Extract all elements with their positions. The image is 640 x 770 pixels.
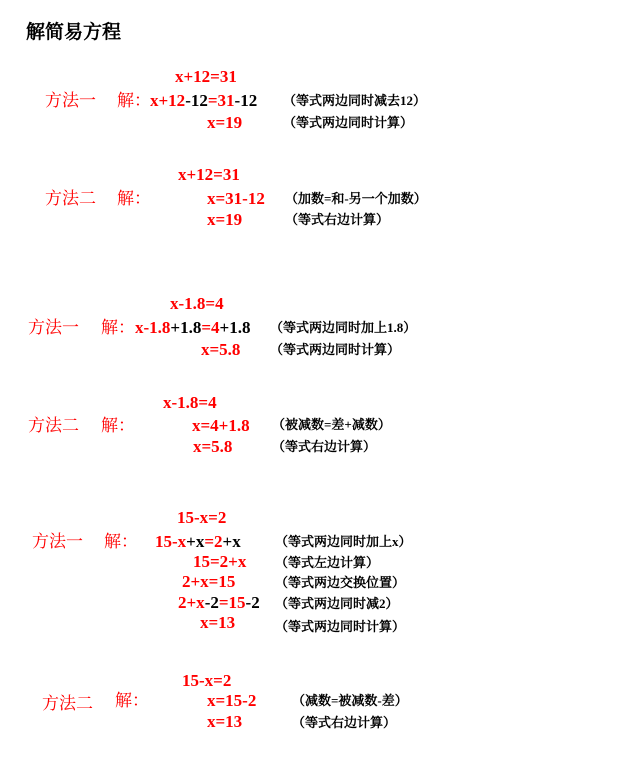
step-operation: -2 <box>204 593 219 612</box>
step-note: （等式两边同时减去12） <box>283 93 427 108</box>
step-operation: +x <box>186 532 205 551</box>
step-line: 15=2+x <box>193 552 247 571</box>
step-result: x=19 <box>207 210 243 229</box>
equation-statement: x+12=31 <box>178 165 240 184</box>
method-label: 方法一 <box>28 318 79 337</box>
equation-statement: 15-x=2 <box>182 671 232 690</box>
step-line <box>150 92 257 109</box>
step-note: （等式两边同时计算） <box>283 115 414 130</box>
page-title: 解简易方程 <box>26 22 122 43</box>
step-operation: +1.8 <box>219 318 251 337</box>
step-result: x=5.8 <box>201 340 241 359</box>
step-operation: +1.8 <box>170 318 202 337</box>
step-result: x=19 <box>207 113 243 132</box>
step-line: x=31-12 <box>207 189 265 208</box>
step-note: （等式右边计算） <box>285 212 390 227</box>
equation-statement: x+12=31 <box>175 67 237 86</box>
step-line <box>178 594 260 611</box>
step-operation: -2 <box>245 593 260 612</box>
step-note: （加数=和-另一个加数） <box>285 191 427 206</box>
step-result: x=13 <box>207 712 243 731</box>
step-note: （等式两边同时加上x） <box>275 534 412 549</box>
step-line <box>155 533 241 550</box>
step-note: （等式左边计算） <box>275 555 380 570</box>
step-note: （等式右边计算） <box>292 715 397 730</box>
solution-label: 解： <box>117 189 151 208</box>
step-note: （等式两边同时加上1.8） <box>270 320 417 335</box>
step-line: 2+x=15 <box>182 572 236 591</box>
step-result: x=13 <box>200 613 236 632</box>
step-term: x+12 <box>150 91 186 110</box>
step-term: =4 <box>201 318 220 337</box>
method-label: 方法二 <box>45 189 96 208</box>
step-note: （等式两边同时计算） <box>270 342 401 357</box>
solution-label: 解： <box>101 318 135 337</box>
equation-statement: 15-x=2 <box>177 508 227 527</box>
step-note: （等式两边同时减2） <box>275 596 399 611</box>
step-term: 15-x <box>155 532 187 551</box>
solution-label: 解： <box>117 91 151 110</box>
solution-label: 解： <box>104 532 138 551</box>
step-term: =15 <box>218 593 246 612</box>
method-label: 方法一 <box>32 532 83 551</box>
step-term: x-1.8 <box>135 318 171 337</box>
method-label: 方法二 <box>28 416 79 435</box>
step-note: （等式两边同时计算） <box>275 619 406 634</box>
equation-statement: x-1.8=4 <box>170 294 224 313</box>
step-note: （等式右边计算） <box>272 439 377 454</box>
step-operation: -12 <box>234 91 258 110</box>
step-note: （减数=被减数-差） <box>292 693 408 708</box>
step-note: （等式两边交换位置） <box>275 575 406 590</box>
equation-statement: x-1.8=4 <box>163 393 217 412</box>
step-term: =31 <box>207 91 235 110</box>
step-term: 2+x <box>178 593 205 612</box>
solution-label: 解： <box>115 691 149 710</box>
step-operation: +x <box>222 532 241 551</box>
step-line <box>135 319 250 336</box>
step-operation: -12 <box>185 91 208 110</box>
method-label: 方法二 <box>42 694 93 713</box>
step-line: x=4+1.8 <box>192 416 250 435</box>
method-label: 方法一 <box>45 91 96 110</box>
step-note: （被减数=差+减数） <box>272 417 391 432</box>
solution-label: 解： <box>101 416 135 435</box>
step-term: =2 <box>204 532 223 551</box>
step-line: x=15-2 <box>207 691 257 710</box>
step-result: x=5.8 <box>193 437 233 456</box>
